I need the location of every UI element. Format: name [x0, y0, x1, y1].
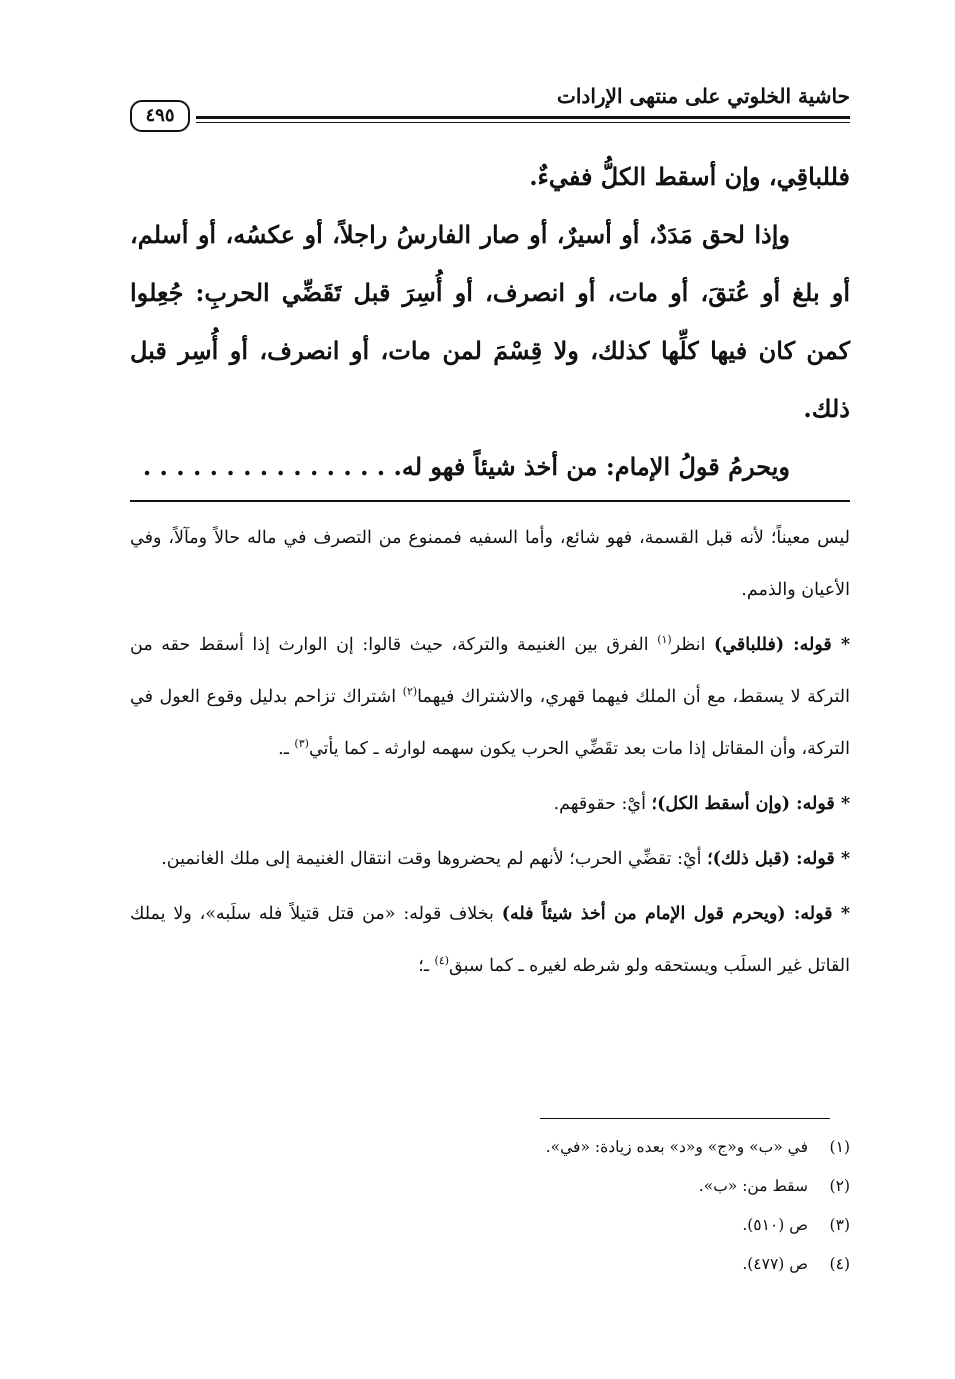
footnote-text: سقط من: «ب».	[698, 1177, 808, 1195]
footnote-divider	[540, 1118, 830, 1119]
text-commentary-divider	[130, 500, 850, 502]
commentary-text: ـ؛	[418, 956, 435, 976]
footnote-ref[interactable]: (٣)	[294, 737, 309, 751]
commentary-text: انظر	[671, 635, 715, 655]
commentary-text: ـ.	[278, 739, 295, 759]
footnote-text: ص (٥١٠).	[742, 1216, 808, 1234]
footnote-number: (١)	[829, 1138, 850, 1156]
commentary-paragraph-3	[130, 778, 850, 830]
commentary	[130, 512, 850, 995]
header-rule-thin	[196, 122, 850, 123]
running-title: حاشية الخلوتي على منتهى الإرادات	[557, 84, 850, 108]
footnote-2	[130, 1167, 850, 1206]
footnote-4	[130, 1245, 850, 1284]
footnote-ref[interactable]: (٤)	[434, 954, 450, 968]
commentary-lemma: * قوله: (قبل ذلك)؛	[707, 849, 850, 869]
commentary-lemma: * قوله: (فللباقي)	[714, 635, 850, 655]
commentary-lemma: * قوله: (ويحرم قول الإمام من أخذ شيئاً فله)	[501, 904, 851, 924]
main-paragraph-1: فللباقِي، وإن أسقط الكلُّ ففيءٌ.	[529, 162, 850, 191]
main-paragraph-2: وإذا لحق مَدَدٌ، أو أسيرٌ، أو صار الفارسُ راجلاً، أو عكسُه، أو أسلم، أو بلغ أو عُتقَ، أو مات، أو انصرف، أو أُسِرَ قبل تَقَضِّي الحربِ: جُعِلوا كمن كان فيها كلِّها كذلك، ولا قِسْمَ لمن مات، أو انصرف، أو أُسِر قبل ذلك.	[130, 220, 850, 423]
page-header	[130, 78, 850, 124]
footnote-text: في «ب» و«ج» و«د» بعده زيادة: «في».	[545, 1138, 808, 1156]
commentary-text: أيْ: حقوقهم.	[553, 794, 652, 814]
footnote-number: (٤)	[829, 1255, 850, 1273]
footnote-text: ص (٤٧٧).	[742, 1255, 808, 1273]
main-paragraph-3: ويحرمُ قولُ الإمام: من أخذ شيئاً فهو له. . . . . . . . . . . . . . . .	[142, 452, 790, 481]
page-number: ٤٩٥	[130, 100, 190, 132]
commentary-paragraph-4	[130, 833, 850, 885]
footnote-ref[interactable]: (١)	[657, 633, 672, 647]
footnote-number: (٢)	[829, 1177, 850, 1195]
commentary-paragraph-1: ليس معيناً؛ لأنه قبل القسمة، فهو شائع، وأما السفيه فممنوع من التصرف في ماله حالاً ومآلاً، وفي الأعيان والذمم.	[130, 528, 850, 600]
commentary-text: أيْ: تقضِّي الحرب؛ لأنهم لم يحضروها وقت انتقال الغنيمة إلى ملك الغانمين.	[161, 849, 708, 869]
commentary-paragraph-5	[130, 888, 850, 992]
commentary-text: اشتراك تزاحم بدليل وقوع العول في التركة، وأن المقاتل إذا مات بعد تقَضِّي الحرب يكون سهمه لوارثه ـ كما يأتي	[130, 687, 850, 759]
header-rule	[196, 116, 850, 119]
footnote-3	[130, 1206, 850, 1245]
commentary-lemma: * قوله: (وإن أسقط الكل)؛	[651, 794, 850, 814]
commentary-text: الفرق بين الغنيمة والتركة، حيث قالوا: إن الوارث إذا أسقط حقه من التركة لا يسقط، مع أن الملك فيهما قهري، والاشتراك فيهما	[130, 635, 850, 707]
main-text	[130, 148, 850, 496]
footnotes	[130, 1128, 850, 1284]
footnote-number: (٣)	[829, 1216, 850, 1234]
commentary-paragraph-2	[130, 619, 850, 775]
commentary-text: بخلاف قوله: «من قتل قتيلاً فله سلَبه»، ولا يملك القاتل غير السلَب ويستحقه ولو شرطه لغيره ـ كما سبق	[130, 904, 850, 976]
footnote-1	[130, 1128, 850, 1167]
footnote-ref[interactable]: (٢)	[402, 685, 418, 699]
